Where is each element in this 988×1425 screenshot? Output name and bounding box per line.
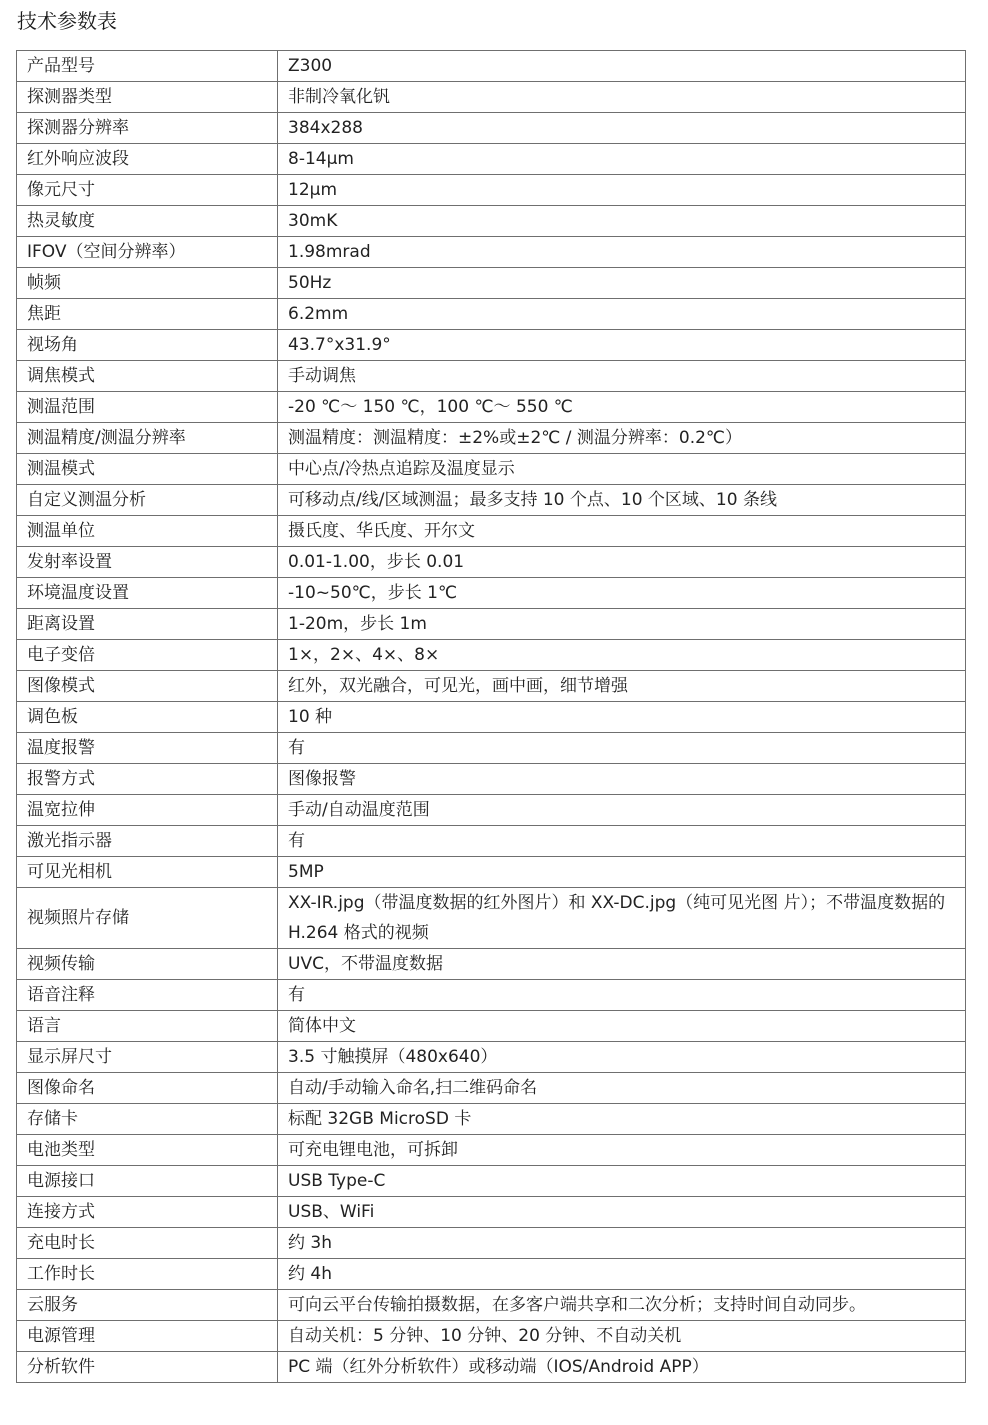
spec-value-cell: 摄氏度、华氏度、开尔文 [278, 516, 966, 547]
spec-key-cell: 电源接口 [17, 1166, 278, 1197]
spec-value-cell: 中心点/冷热点追踪及温度显示 [278, 454, 966, 485]
table-row [17, 51, 966, 82]
spec-key-cell: 语言 [17, 1011, 278, 1042]
spec-value-cell: 手动调焦 [278, 361, 966, 392]
spec-key-cell: 工作时长 [17, 1259, 278, 1290]
table-row [17, 733, 966, 764]
table-row [17, 516, 966, 547]
spec-key-cell: 像元尺寸 [17, 175, 278, 206]
table-row [17, 330, 966, 361]
spec-key-cell: 视频传输 [17, 949, 278, 980]
spec-key-cell: 可见光相机 [17, 857, 278, 888]
table-row [17, 1135, 966, 1166]
spec-value-cell: 简体中文 [278, 1011, 966, 1042]
spec-value-cell: UVC，不带温度数据 [278, 949, 966, 980]
spec-value-cell: 10 种 [278, 702, 966, 733]
table-row [17, 268, 966, 299]
spec-key-cell: 语音注释 [17, 980, 278, 1011]
spec-key-cell: 分析软件 [17, 1352, 278, 1383]
table-row [17, 888, 966, 949]
table-row [17, 578, 966, 609]
table-row [17, 980, 966, 1011]
page-title: 技术参数表 [17, 9, 117, 33]
spec-value-cell: 有 [278, 733, 966, 764]
spec-key-cell: 云服务 [17, 1290, 278, 1321]
table-row [17, 640, 966, 671]
table-row [17, 857, 966, 888]
table-row [17, 485, 966, 516]
table-row [17, 764, 966, 795]
spec-value-cell: 标配 32GB MicroSD 卡 [278, 1104, 966, 1135]
table-row [17, 1104, 966, 1135]
table-row [17, 454, 966, 485]
spec-key-cell: 连接方式 [17, 1197, 278, 1228]
spec-key-cell: 自定义测温分析 [17, 485, 278, 516]
spec-key-cell: 产品型号 [17, 51, 278, 82]
spec-value-cell: 约 3h [278, 1228, 966, 1259]
table-row [17, 795, 966, 826]
spec-key-cell: 测温模式 [17, 454, 278, 485]
spec-value-cell: 有 [278, 826, 966, 857]
spec-value-cell: XX-IR.jpg（带温度数据的红外图片）和 XX-DC.jpg（纯可见光图 片）；不带温度数据的 H.264 格式的视频 [278, 888, 966, 949]
spec-key-cell: 激光指示器 [17, 826, 278, 857]
spec-value-cell: 非制冷氧化钒 [278, 82, 966, 113]
spec-value-cell: 测温精度：测温精度：±2%或±2℃ / 测温分辨率：0.2℃） [278, 423, 966, 454]
table-row [17, 1011, 966, 1042]
spec-value-cell: 43.7°x31.9° [278, 330, 966, 361]
spec-key-cell: 测温范围 [17, 392, 278, 423]
spec-key-cell: 图像模式 [17, 671, 278, 702]
spec-value-cell: 1.98mrad [278, 237, 966, 268]
spec-key-cell: 帧频 [17, 268, 278, 299]
spec-value-cell: 8-14μm [278, 144, 966, 175]
table-row [17, 1321, 966, 1352]
table-row [17, 392, 966, 423]
spec-key-cell: 发射率设置 [17, 547, 278, 578]
spec-key-cell: 报警方式 [17, 764, 278, 795]
spec-value-cell: 可充电锂电池，可拆卸 [278, 1135, 966, 1166]
spec-value-cell: 手动/自动温度范围 [278, 795, 966, 826]
table-row [17, 206, 966, 237]
spec-table-body [17, 51, 966, 1383]
table-row [17, 299, 966, 330]
spec-value-cell: 约 4h [278, 1259, 966, 1290]
spec-value-cell: 0.01-1.00，步长 0.01 [278, 547, 966, 578]
spec-key-cell: 焦距 [17, 299, 278, 330]
spec-value-cell: 可向云平台传输拍摄数据，在多客户端共享和二次分析；支持时间自动同步。 [278, 1290, 966, 1321]
spec-value-cell: 图像报警 [278, 764, 966, 795]
spec-key-cell: 视场角 [17, 330, 278, 361]
spec-key-cell: 视频照片存储 [17, 888, 278, 949]
spec-value-cell: 12μm [278, 175, 966, 206]
spec-value-cell: -20 ℃～ 150 ℃，100 ℃～ 550 ℃ [278, 392, 966, 423]
spec-key-cell: 存储卡 [17, 1104, 278, 1135]
table-row [17, 144, 966, 175]
spec-key-cell: 探测器类型 [17, 82, 278, 113]
spec-key-cell: 温度报警 [17, 733, 278, 764]
table-row [17, 609, 966, 640]
spec-value-cell: 自动/手动输入命名,扫二维码命名 [278, 1073, 966, 1104]
spec-value-cell: 30mK [278, 206, 966, 237]
table-row [17, 1197, 966, 1228]
spec-value-cell: 50Hz [278, 268, 966, 299]
table-row [17, 1042, 966, 1073]
spec-value-cell: USB Type-C [278, 1166, 966, 1197]
spec-value-cell: USB、WiFi [278, 1197, 966, 1228]
spec-key-cell: 距离设置 [17, 609, 278, 640]
spec-key-cell: 热灵敏度 [17, 206, 278, 237]
spec-value-cell: 6.2mm [278, 299, 966, 330]
table-row [17, 361, 966, 392]
spec-key-cell: IFOV（空间分辨率） [17, 237, 278, 268]
spec-value-cell: 3.5 寸触摸屏（480x640） [278, 1042, 966, 1073]
spec-key-cell: 环境温度设置 [17, 578, 278, 609]
spec-key-cell: 电池类型 [17, 1135, 278, 1166]
table-row [17, 949, 966, 980]
spec-value-cell: 红外，双光融合，可见光，画中画，细节增强 [278, 671, 966, 702]
spec-value-cell: Z300 [278, 51, 966, 82]
spec-value-cell: 可移动点/线/区域测温；最多支持 10 个点、10 个区域、10 条线 [278, 485, 966, 516]
table-row [17, 113, 966, 144]
table-row [17, 671, 966, 702]
spec-key-cell: 测温精度/测温分辨率 [17, 423, 278, 454]
spec-value-cell: 384x288 [278, 113, 966, 144]
spec-value-cell: 5MP [278, 857, 966, 888]
table-row [17, 1228, 966, 1259]
table-row [17, 423, 966, 454]
spec-key-cell: 图像命名 [17, 1073, 278, 1104]
table-row [17, 237, 966, 268]
table-row [17, 1290, 966, 1321]
spec-value-cell: -10~50℃，步长 1℃ [278, 578, 966, 609]
table-row [17, 702, 966, 733]
table-row [17, 826, 966, 857]
spec-value-cell: 自动关机：5 分钟、10 分钟、20 分钟、不自动关机 [278, 1321, 966, 1352]
spec-key-cell: 调焦模式 [17, 361, 278, 392]
spec-value-cell: 有 [278, 980, 966, 1011]
spec-key-cell: 红外响应波段 [17, 144, 278, 175]
spec-value-cell: 1×，2×、4×、8× [278, 640, 966, 671]
spec-key-cell: 电子变倍 [17, 640, 278, 671]
spec-key-cell: 充电时长 [17, 1228, 278, 1259]
spec-key-cell: 测温单位 [17, 516, 278, 547]
spec-key-cell: 显示屏尺寸 [17, 1042, 278, 1073]
spec-key-cell: 探测器分辨率 [17, 113, 278, 144]
spec-key-cell: 调色板 [17, 702, 278, 733]
spec-value-cell: 1-20m，步长 1m [278, 609, 966, 640]
spec-table [16, 50, 966, 1383]
spec-key-cell: 电源管理 [17, 1321, 278, 1352]
spec-key-cell: 温宽拉伸 [17, 795, 278, 826]
table-row [17, 547, 966, 578]
table-row [17, 1259, 966, 1290]
table-row [17, 82, 966, 113]
table-row [17, 175, 966, 206]
spec-value-cell: PC 端（红外分析软件）或移动端（IOS/Android APP） [278, 1352, 966, 1383]
table-row [17, 1073, 966, 1104]
table-row [17, 1352, 966, 1383]
table-row [17, 1166, 966, 1197]
